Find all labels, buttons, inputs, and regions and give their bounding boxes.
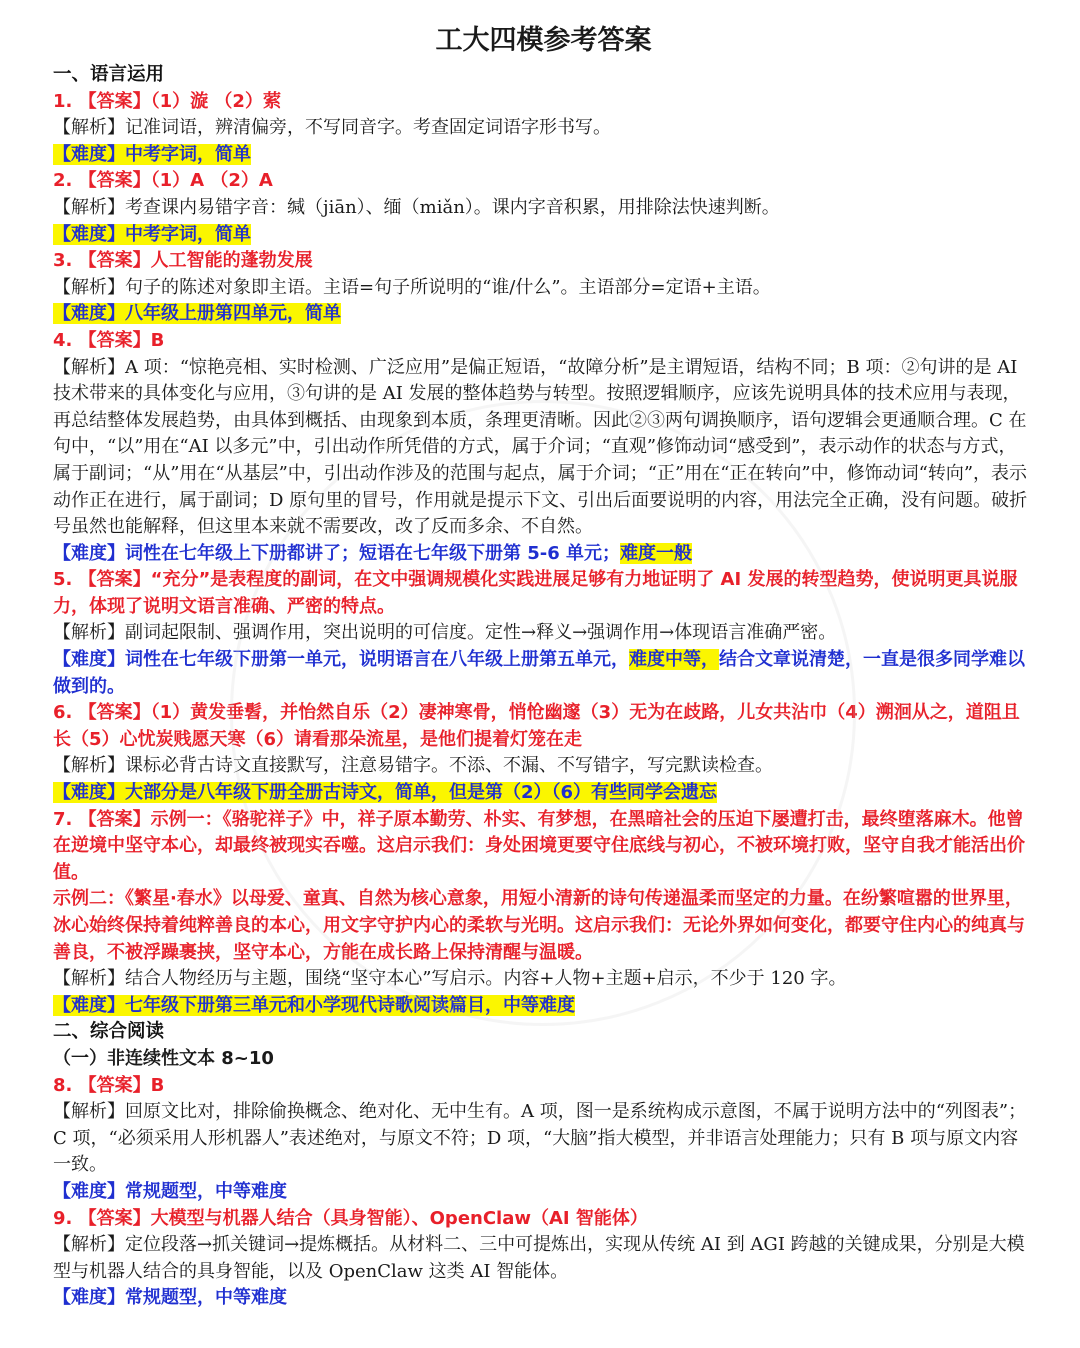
- q9-answer: 9. 【答案】大模型与机器人结合（具身智能）、OpenClaw（AI 智能体）: [53, 1207, 648, 1229]
- q8-explanation: 【解析】回原文比对，排除偷换概念、绝对化、无中生有。A 项，图一是系统构成示意图，不属于说明方法中的“列图表”；C 项，“必须采用人形机器人”表述绝对，与原文不符；D 项，“大脑”指大模型，并非语言处理能力；只有 B 项与原文内容一致。: [53, 1101, 1027, 1176]
- q9-explanation: 【解析】定位段落→抓关键词→提炼概括。从材料二、三中可提炼出，实现从传统 AI 到 AGI 跨越的关键成果，分别是大模型与机器人结合的具身智能，以及 OpenClaw 这类 AI 智能体。: [53, 1234, 1025, 1282]
- q4-explanation: 【解析】A 项：“惊艳亮相、实时检测、广泛应用”是偏正短语，“故障分析”是主谓短语，结构不同；B 项：②句讲的是 AI 技术带来的具体变化与应用，③句讲的是 AI 发展的整体趋势与转型。按照逻辑顺序，应该先说明具体的技术应用与表现，再总结整体发展趋势，由具体到概括、由现象到本质，条理更清晰。因此②③两句调换顺序，语句逻辑会更通顺合理。C 在句中，“以”用在“AI 以多元”中，引出动作所凭借的方式，属于介词；“直观”修饰动词“感受到”，表示动作的状态与方式，属于副词；“从”用在“从基层”中，引出动作涉及的范围与起点，属于介词；“正”用在“正在转向”中，修饰动词“转向”，表示动作正在进行，属于副词；D 原句里的冒号，作用就是提示下文、引出后面要说明的内容，用法完全正确，没有问题。破折号虽然也能解释，但这里本来就不需要改，改了反而多余、不自然。: [53, 356, 1028, 538]
- q6-answer: 6. 【答案】（1）黄发垂髫，并怡然自乐（2）凄神寒骨，悄怆幽邃（3）无为在歧路，儿女共沾巾（4）溯洄从之，道阻且长（5）心忧炭贱愿天寒（6）请看那朵流星，是他们提着灯笼在走: [53, 702, 1020, 750]
- q3-answer: 3. 【答案】人工智能的蓬勃发展: [53, 250, 313, 272]
- q4-difficulty-level: 难度一般: [620, 542, 693, 564]
- q6-explanation: 【解析】课标必背古诗文直接默写，注意易错字。不添、不漏、不写错字，写完默读检查。: [53, 755, 773, 777]
- q7-explanation: 【解析】结合人物经历与主题，围绕“坚守本心”写启示。内容+人物+主题+启示，不少于 120 字。: [53, 968, 847, 990]
- q5-difficulty-note: 结合文章说清楚，一直是很多同学难以做到的。: [53, 649, 1025, 697]
- q8-answer: 8. 【答案】B: [53, 1074, 165, 1096]
- q5-difficulty: 【难度】词性在七年级下册第一单元，说明语言在八年级上册第五单元，: [53, 649, 629, 671]
- q1-explanation: 【解析】记准词语，辨清偏旁，不写同音字。考查固定词语字形书写。: [53, 117, 611, 139]
- q8-difficulty: 【难度】常规题型，中等难度: [53, 1180, 287, 1202]
- q1-difficulty: 【难度】中考字词，简单: [53, 143, 251, 165]
- q5-explanation: 【解析】副词起限制、强调作用，突出说明的可信度。定性→释义→强调作用→体现语言准确严密。: [53, 622, 837, 644]
- q7-answer-example1: 7. 【答案】示例一：《骆驼祥子》中，祥子原本勤劳、朴实、有梦想，在黑暗社会的压迫下屡遭打击，最终堕落麻木。他曾在逆境中坚守本心，却最终被现实吞噬。这启示我们：身处困境更要守住底线与初心，不被环境打败，坚守自我才能活出价值。: [53, 808, 1025, 883]
- q1-answer: 1. 【答案】（1）漩 （2）萦: [53, 90, 281, 112]
- q3-explanation: 【解析】句子的陈述对象即主语。主语=句子所说明的“谁/什么”。主语部分=定语+主语。: [53, 276, 771, 298]
- q4-difficulty: 【难度】词性在七年级上下册都讲了；短语在七年级下册第 5-6 单元；: [53, 542, 621, 564]
- q2-difficulty: 【难度】中考字词，简单: [53, 223, 251, 245]
- q2-explanation: 【解析】考查课内易错字音：缄（jiān）、缅（miǎn）。课内字音积累，用排除法快速判断。: [53, 196, 780, 218]
- page-title: 工大四模参考答案: [435, 25, 652, 56]
- q5-answer: 5. 【答案】“充分”是表程度的副词，在文中强调规模化实践进展足够有力地证明了 AI 发展的转型趋势，使说明更具说服力，体现了说明文语言准确、严密的特点。: [53, 569, 1018, 617]
- section-heading-language: 一、语言运用: [53, 64, 165, 85]
- section-heading-reading: 二、综合阅读: [53, 1021, 165, 1043]
- q4-answer: 4. 【答案】B: [53, 329, 165, 351]
- q7-answer-example2: 示例二：《繁星·春水》以母爱、童真、自然为核心意象，用短小清新的诗句传递温柔而坚定的力量。在纷繁喧嚣的世界里，冰心始终保持着纯粹善良的本心，用文字守护内心的柔软与光明。这启示我们：无论外界如何变化，都要守住内心的纯真与善良，不被浮躁裹挟，坚守本心，方能在成长路上保持清醒与温暖。: [53, 888, 1025, 963]
- q9-difficulty: 【难度】常规题型，中等难度: [53, 1287, 287, 1309]
- q5-difficulty-level: 难度中等，: [629, 649, 719, 671]
- q3-difficulty: 【难度】八年级上册第四单元，简单: [53, 303, 341, 325]
- q7-difficulty: 【难度】七年级下册第三单元和小学现代诗歌阅读篇目，中等难度: [53, 994, 575, 1016]
- q6-difficulty: 【难度】大部分是八年级下册全册古诗文，简单，但是第（2）（6）有些同学会遗忘: [53, 782, 718, 804]
- subsection-heading-text: （一）非连续性文本 8~10: [53, 1047, 274, 1069]
- q2-answer: 2. 【答案】（1）A （2）A: [53, 170, 273, 192]
